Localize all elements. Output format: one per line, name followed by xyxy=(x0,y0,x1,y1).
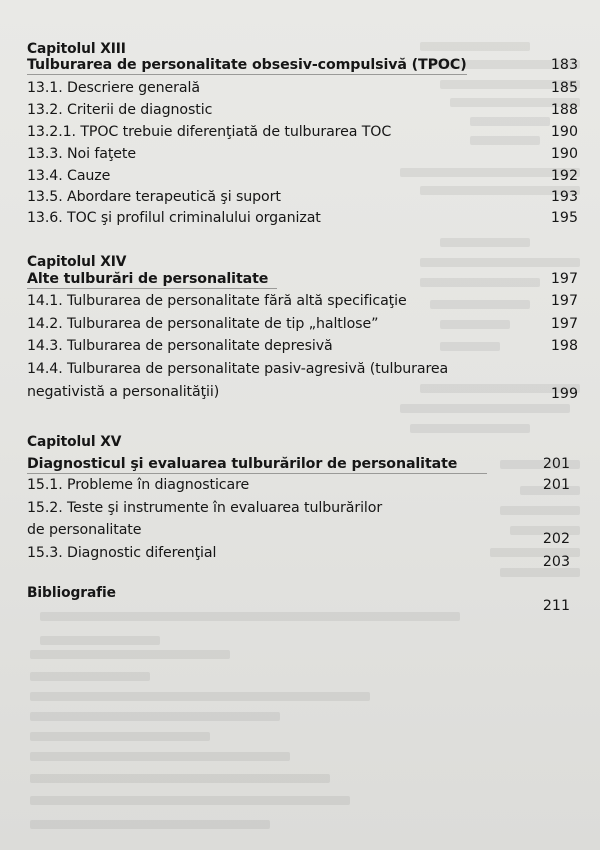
page-number: 192 xyxy=(550,168,578,184)
toc-entry: 15.3. Diagnostic diferenţial xyxy=(27,545,217,561)
toc-entry: 14.2. Tulburarea de personalitate de tip „haltlose” xyxy=(27,316,379,332)
title-underline xyxy=(27,473,487,474)
toc-entry: 13.1. Descriere generală xyxy=(27,80,200,96)
toc-entry: 13.6. TOC şi profilul criminalului organizat xyxy=(27,210,321,226)
toc-entry: 14.4. Tulburarea de personalitate pasiv-agresivă (tulburarea xyxy=(27,361,449,377)
page-number: 185 xyxy=(550,80,578,96)
page-number: 202 xyxy=(542,531,570,547)
bibliography-label: Bibliografie xyxy=(27,585,116,601)
page-number: 197 xyxy=(550,293,578,309)
page-number: 183 xyxy=(550,57,578,73)
chapter-label: Capitolul XV xyxy=(27,434,122,450)
toc-entry: 13.2.1. TPOC trebuie diferenţiată de tulburarea TOC xyxy=(27,124,392,140)
toc-entry: 13.4. Cauze xyxy=(27,168,111,184)
page-number: 201 xyxy=(542,456,570,472)
chapter-label: Capitolul XIII xyxy=(27,41,126,57)
page-number: 197 xyxy=(550,271,578,287)
toc-entry: 15.1. Probleme în diagnosticare xyxy=(27,477,250,493)
chapter-title: Tulburarea de personalitate obsesiv-compulsivă (TPOC) xyxy=(27,57,467,73)
page-number: 193 xyxy=(550,189,578,205)
title-underline xyxy=(27,288,277,289)
page-number: 195 xyxy=(550,210,578,226)
page-number: 201 xyxy=(542,477,570,493)
page-number: 203 xyxy=(542,554,570,570)
page-number: 190 xyxy=(550,124,578,140)
page-number: 198 xyxy=(550,338,578,354)
toc-entry: 13.5. Abordare terapeutică şi suport xyxy=(27,189,281,205)
title-underline xyxy=(27,74,467,75)
page-number: 211 xyxy=(542,598,570,614)
chapter-title: Alte tulburări de personalitate xyxy=(27,271,269,287)
toc-entry: 13.3. Noi faţete xyxy=(27,146,137,162)
toc-entry: 13.2. Criterii de diagnostic xyxy=(27,102,213,118)
toc-entry: 15.2. Teste şi instrumente în evaluarea tulburărilor xyxy=(27,500,383,516)
chapter-label: Capitolul XIV xyxy=(27,254,127,270)
toc-entry: 14.3. Tulburarea de personalitate depresivă xyxy=(27,338,333,354)
toc-entry: 14.1. Tulburarea de personalitate fără altă specificaţie xyxy=(27,293,407,309)
page-number: 188 xyxy=(550,102,578,118)
page-number: 199 xyxy=(550,386,578,402)
toc-entry-continuation: negativistă a personalităţii) xyxy=(27,384,220,400)
toc-entry-continuation: de personalitate xyxy=(27,522,142,538)
page-number: 197 xyxy=(550,316,578,332)
chapter-title: Diagnosticul şi evaluarea tulburărilor de personalitate xyxy=(27,456,458,472)
page-number: 190 xyxy=(550,146,578,162)
